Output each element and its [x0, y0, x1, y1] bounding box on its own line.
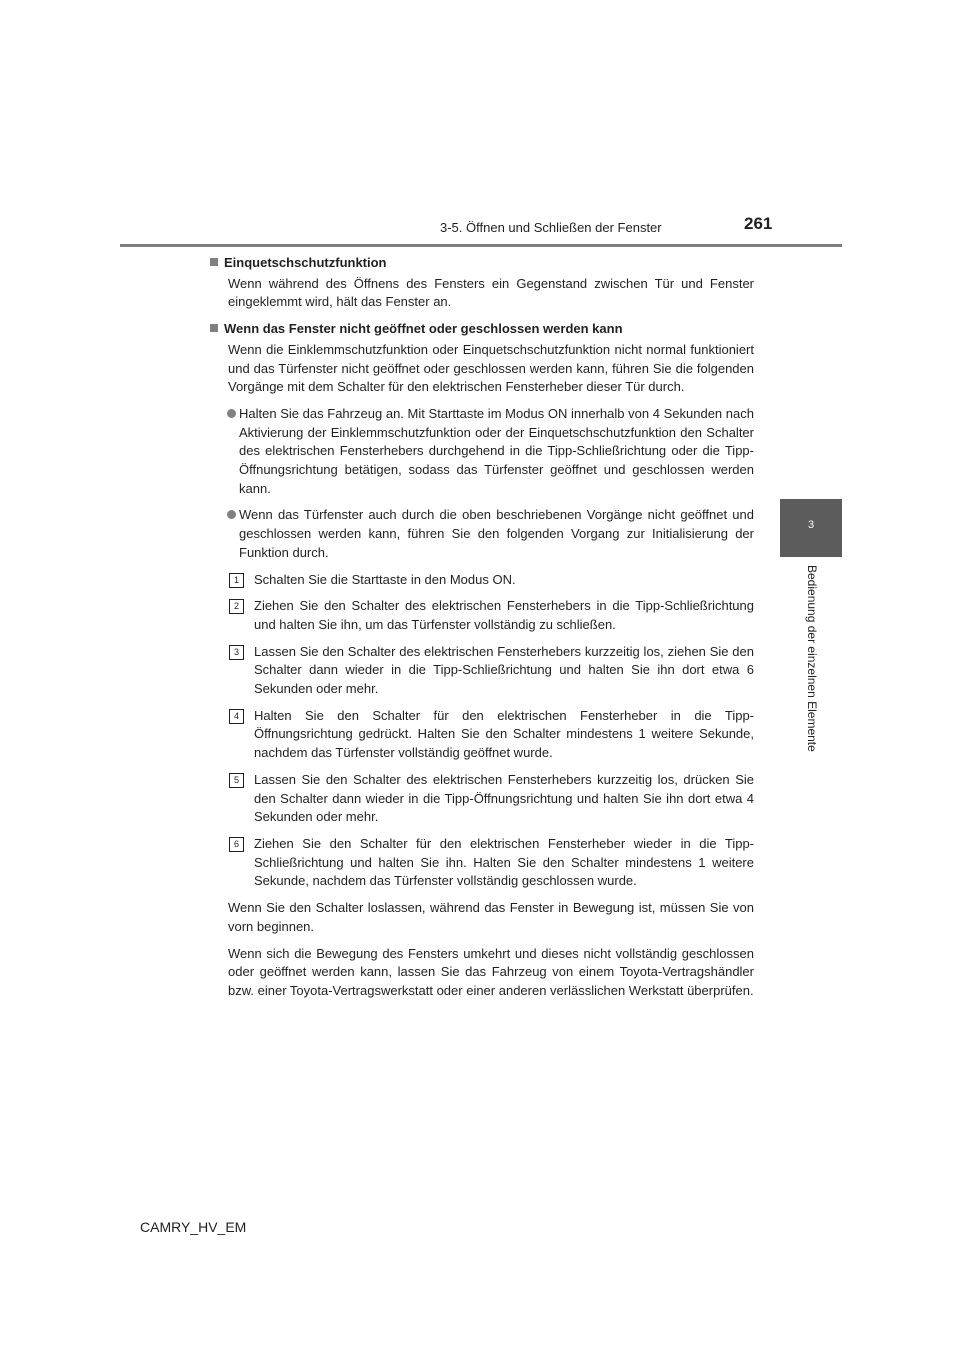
step-text: Ziehen Sie den Schalter des elektrischen Fensterhebers in die Tipp-Schließrichtung und halten Sie ihn, um das Türfenster vollständig zu schließen.: [254, 598, 754, 632]
step-text: Schalten Sie die Starttaste in den Modus ON.: [254, 571, 516, 587]
step-item: [233, 835, 754, 891]
document-code: CAMRY_HV_EM: [140, 1219, 247, 1235]
paragraph: Wenn Sie den Schalter loslassen, während das Fenster in Bewegung ist, müssen Sie von vorn beginnen.: [228, 900, 754, 934]
square-bullet-icon: [210, 324, 218, 332]
step-text: Ziehen Sie den Schalter für den elektrischen Fensterheber wieder in die Tipp-Schließrichtung und halten Sie ihn. Halten Sie den Schalter mindestens 1 weitere Sekunde, nachdem das Türfenster vollständig geschlossen wurde.: [254, 835, 754, 889]
paragraph: Wenn die Einklemmschutzfunktion oder Einquetschschutzfunktion nicht normal funktioniert und das Türfenster nicht geöffnet oder geschlossen werden kann, führen Sie die folgenden Vorgänge mit dem Schalter für den elektrischen Fensterheber dieser Tür durch.: [228, 341, 754, 395]
page-number: 261: [744, 214, 773, 233]
main-content: [208, 254, 754, 1009]
square-bullet-icon: [210, 258, 218, 266]
section-heading-fenster: [208, 320, 754, 339]
step-number-box: 4: [229, 709, 244, 724]
circle-bullet-icon: [227, 409, 236, 418]
step-number-box: 6: [229, 837, 244, 852]
step-number-box: 5: [229, 773, 244, 788]
step-number-box: 3: [229, 645, 244, 660]
step-text: Lassen Sie den Schalter des elektrischen Fensterhebers kurzzeitig los, ziehen Sie den Schalter dann wieder in die Tipp-Schließrichtung und halten Sie ihn dort etwa 6 Sekunden oder mehr.: [254, 643, 754, 697]
bullet-text: Halten Sie das Fahrzeug an. Mit Starttaste im Modus ON innerhalb von 4 Sekunden nach Aktivierung der Einklemmschutzfunktion oder der Einquetschschutzfunktion den Schalter des elektrischen Fensterhebers durchgehend in die Tipp-Schließrichtung oder die Tipp-Öffnungsrichtung betätigen, sodass das Türfenster geöffnet und geschlossen werden kann.: [239, 405, 754, 496]
paragraph: Wenn während des Öffnens des Fensters ein Gegenstand zwischen Tür und Fenster eingeklemmt wird, hält das Fenster an.: [228, 275, 754, 310]
heading-text: Einquetschschutzfunktion: [224, 255, 387, 270]
chapter-number: 3: [807, 519, 815, 531]
heading-text: Wenn das Fenster nicht geöffnet oder geschlossen werden kann: [224, 321, 623, 337]
bullet-item: [228, 506, 754, 562]
paragraph: Wenn sich die Bewegung des Fensters umkehrt und dieses nicht vollständig geschlossen oder geöffnet werden kann, lassen Sie das Fahrzeug von einem Toyota-Vertragshändler bzw. einer Toyota-Vertragswerkstatt oder einer anderen verlässlichen Werkstatt überprüfen.: [228, 945, 754, 998]
bullet-item: [228, 405, 754, 499]
section-title: 3-5. Öffnen und Schließen der Fenster: [440, 220, 662, 235]
step-item: [233, 643, 754, 699]
bullet-text: Wenn das Türfenster auch durch die oben beschriebenen Vorgänge nicht geöffnet und geschlossen werden kann, führen Sie den folgenden Vorgang zur Initialisierung der Funktion durch.: [239, 507, 754, 560]
step-text: Lassen Sie den Schalter des elektrischen Fensterhebers kurzzeitig los, drücken Sie den Schalter dann wieder in die Tipp-Öffnungsrichtung und halten Sie ihn dort etwa 4 Sekunden oder mehr.: [254, 771, 754, 825]
step-text: Halten Sie den Schalter für den elektrischen Fensterheber in die Tipp-Öffnungsrichtung gedrückt. Halten Sie den Schalter mindestens 1 weitere Sekunde, nachdem das Türfenster vollständig geöffnet wurde.: [254, 707, 754, 761]
step-item: [233, 707, 754, 763]
chapter-title: Bedienung der einzelnen Elemente: [805, 565, 819, 752]
section-heading-einquetschschutz: [208, 254, 754, 273]
circle-bullet-icon: [227, 510, 236, 519]
chapter-tab: [780, 499, 842, 557]
step-item: [233, 771, 754, 827]
step-item: [233, 597, 754, 634]
step-number-box: 1: [229, 573, 244, 588]
header-rule: [120, 244, 842, 247]
step-item: [233, 571, 754, 590]
step-number-box: 2: [229, 599, 244, 614]
